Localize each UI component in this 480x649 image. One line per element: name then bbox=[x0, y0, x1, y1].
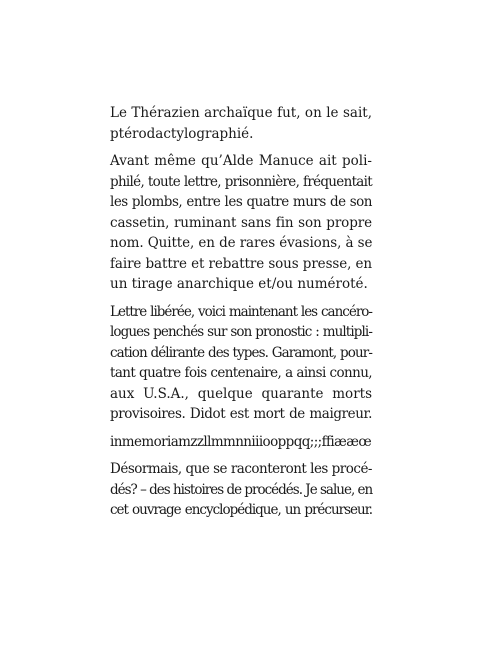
text-line: Le Thérazien archaïque fut, on le sait, bbox=[110, 105, 372, 121]
text-block bbox=[110, 103, 372, 528]
text-line: dés? – des histoires de procédés. Je salue, en bbox=[110, 481, 373, 498]
text-line: cet ouvrage encyclopédique, un précurseur. bbox=[110, 502, 372, 518]
paragraph-2 bbox=[110, 151, 372, 295]
text-line: un tirage anarchique et/ou numéroté. bbox=[110, 276, 368, 292]
text-line: aux U.S.A., quelque quarante morts bbox=[110, 385, 372, 402]
text-line: faire battre et rebattre sous presse, en bbox=[110, 255, 372, 272]
text-line: ptérodactylographié. bbox=[110, 125, 254, 142]
text-line: nom. Quitte, en de rares évasions, à se bbox=[110, 235, 373, 251]
type-specimen-line: inmemoriamzzllmmnniiiooppqq;;;ffiææœ bbox=[110, 433, 372, 450]
text-line: logues penchés sur son pronostic : multipli- bbox=[110, 324, 372, 340]
paragraph-3 bbox=[110, 302, 372, 425]
text-line: provisoires. Didot est mort de maigreur. bbox=[110, 406, 372, 422]
text-line: tant quatre fois centenaire, a ainsi connu, bbox=[110, 365, 372, 381]
text-line: Lettre libérée, voici maintenant les cancéro- bbox=[110, 303, 372, 320]
paragraph-5 bbox=[110, 459, 372, 521]
text-line: cassetin, ruminant sans fin son propre bbox=[110, 214, 372, 231]
text-line: les plombs, entre les quatre murs de son bbox=[110, 194, 372, 210]
text-line: philé, toute lettre, prisonnière, fréquentait bbox=[110, 173, 372, 190]
text-line: Désormais, que se raconteront les procé- bbox=[110, 461, 372, 477]
text-line: Avant même qu’Alde Manuce ait poli- bbox=[110, 153, 372, 169]
paragraph-1 bbox=[110, 103, 372, 144]
text-line: cation délirante des types. Garamont, pour- bbox=[110, 344, 372, 361]
paragraph-4 bbox=[110, 432, 372, 453]
